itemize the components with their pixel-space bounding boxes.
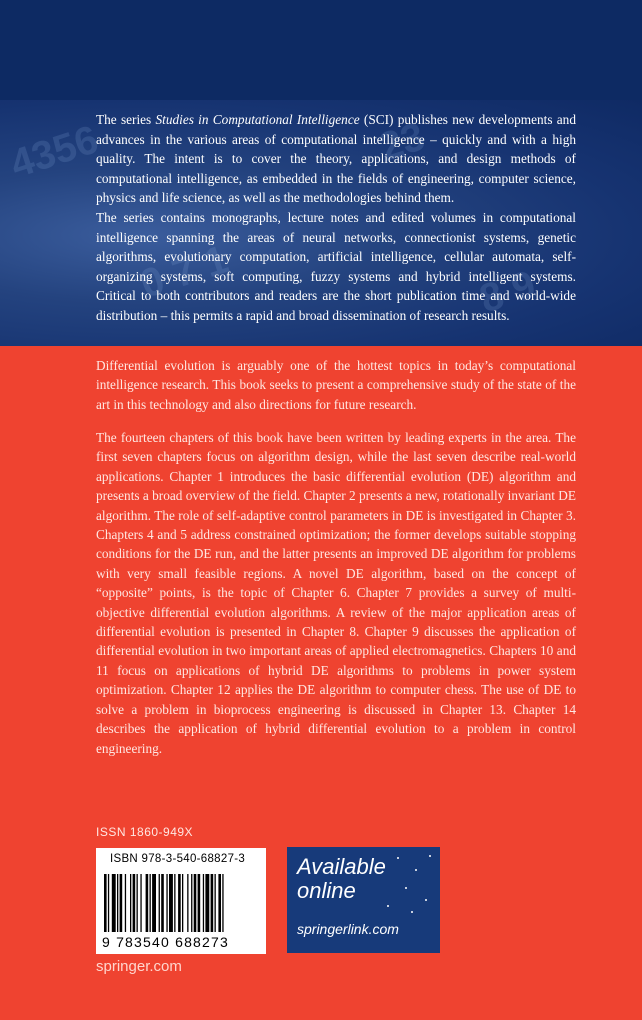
barcode-bar	[182, 874, 183, 932]
book-description-chapters: The fourteen chapters of this book have been written by leading experts in the area. The first seven chapters focus on algorithm design, while the last seven describe real-world applications. Chapter 1 introduces the basic differential evolution (DE) algorithm and presents a broad overview of the field. Chapter 2 presents a new, rotationally invariant DE algorithm. The role of self-adaptive control parameters in DE is investigated in Chapter 3. Chapters 4 and 5 address constrained optimization; the former develops suitable stopping conditions for the DE run, and the latter presents an improved DE algorithm for problems with very small feasible regions. A novel DE algorithm, based on the concept of “opposite” points, is the topic of Chapter 6. Chapter 7 provides a survey of multi-objective differential evolution algorithms. A review of the major application areas of differential evolution is presented in Chapter 8. Chapter 9 discusses the application of differential evolution in two important areas of applied electromagnetics. Chapters 10 and 11 focus on applications of hybrid DE algorithms to problems in power system optimization. Chapter 12 applies the DE algorithm to computer chess. The use of DE to solve a problem in bioprocess engineering is discussed in Chapter 13. Chapter 14 describes the application of hybrid differential evolution to a problem in control engineering.	[96, 430, 576, 756]
barcode-bar	[218, 874, 221, 932]
barcode-bar	[178, 874, 181, 932]
barcode-bar	[191, 874, 192, 932]
available-online-badge[interactable]	[287, 847, 440, 953]
barcode-bars	[104, 874, 258, 932]
barcode-bar	[140, 874, 141, 932]
series-name: Studies in Computational Intelligence	[155, 112, 360, 127]
barcode-bar	[174, 874, 175, 932]
series-paragraph-1: The series Studies in Computational Intelligence (SCI) publishes new developments and advances in the various areas of computational intelligence – quickly and with a high quality. The intent is to cover the theory, applications, and design methods of computational intelligence, as embedded in the fields of engineering, computer science, physics and life science, as well as the methodologies behind them.	[96, 112, 576, 206]
top-band	[0, 0, 642, 100]
publisher-url[interactable]: springer.com	[96, 958, 182, 975]
isbn-label: ISBN 978-3-540-68827-3	[110, 853, 246, 865]
barcode-bar	[117, 874, 118, 932]
barcode-bar	[159, 874, 160, 932]
barcode-bar	[108, 874, 109, 932]
barcode-bar	[187, 874, 188, 932]
barcode-bar	[150, 874, 151, 932]
springerlink-url[interactable]: springerlink.com	[297, 921, 399, 937]
barcode-bar	[137, 874, 138, 932]
barcode-bar	[166, 874, 167, 932]
barcode-bar	[104, 874, 107, 932]
barcode-bar	[130, 874, 131, 932]
barcode-bar	[112, 874, 116, 932]
barcode-number: 9 783540 688273	[102, 934, 229, 950]
barcode-bar	[205, 874, 209, 932]
issn: ISSN 1860-949X	[96, 825, 194, 839]
barcode-bar	[152, 874, 156, 932]
barcode-bar	[161, 874, 164, 932]
barcode-bar	[169, 874, 173, 932]
barcode-bar	[198, 874, 201, 932]
series-background-image: 4356 0 7 1 23 8 9	[0, 100, 642, 346]
barcode-bar	[222, 874, 223, 932]
barcode-bar	[211, 874, 214, 932]
barcode-bar	[215, 874, 216, 932]
barcode	[96, 848, 266, 954]
barcode-bar	[133, 874, 136, 932]
barcode-bar	[125, 874, 126, 932]
book-description-intro: Differential evolution is arguably one of the hottest topics in today’s computational intelligence research. This book seeks to present a comprehensive study of the state of the art in this technology and also directions for future research.	[96, 358, 576, 412]
barcode-bar	[120, 874, 123, 932]
barcode-bar	[194, 874, 197, 932]
series-paragraph-2: The series contains monographs, lecture notes and edited volumes in computational intelligence spanning the areas of neural networks, connectionist systems, genetic algorithms, evolutionary computation, artificial intelligence, cellular automata, self-organizing systems, soft computing, fuzzy systems and hybrid intelligent systems. Critical to both contributors and readers are the short publication time and world-wide distribution – this permits a rapid and broad dissemination of research results.	[96, 209, 576, 323]
barcode-bar	[146, 874, 149, 932]
barcode-bar	[203, 874, 204, 932]
available-online-title: Available online	[297, 854, 386, 903]
series-description	[96, 110, 576, 326]
